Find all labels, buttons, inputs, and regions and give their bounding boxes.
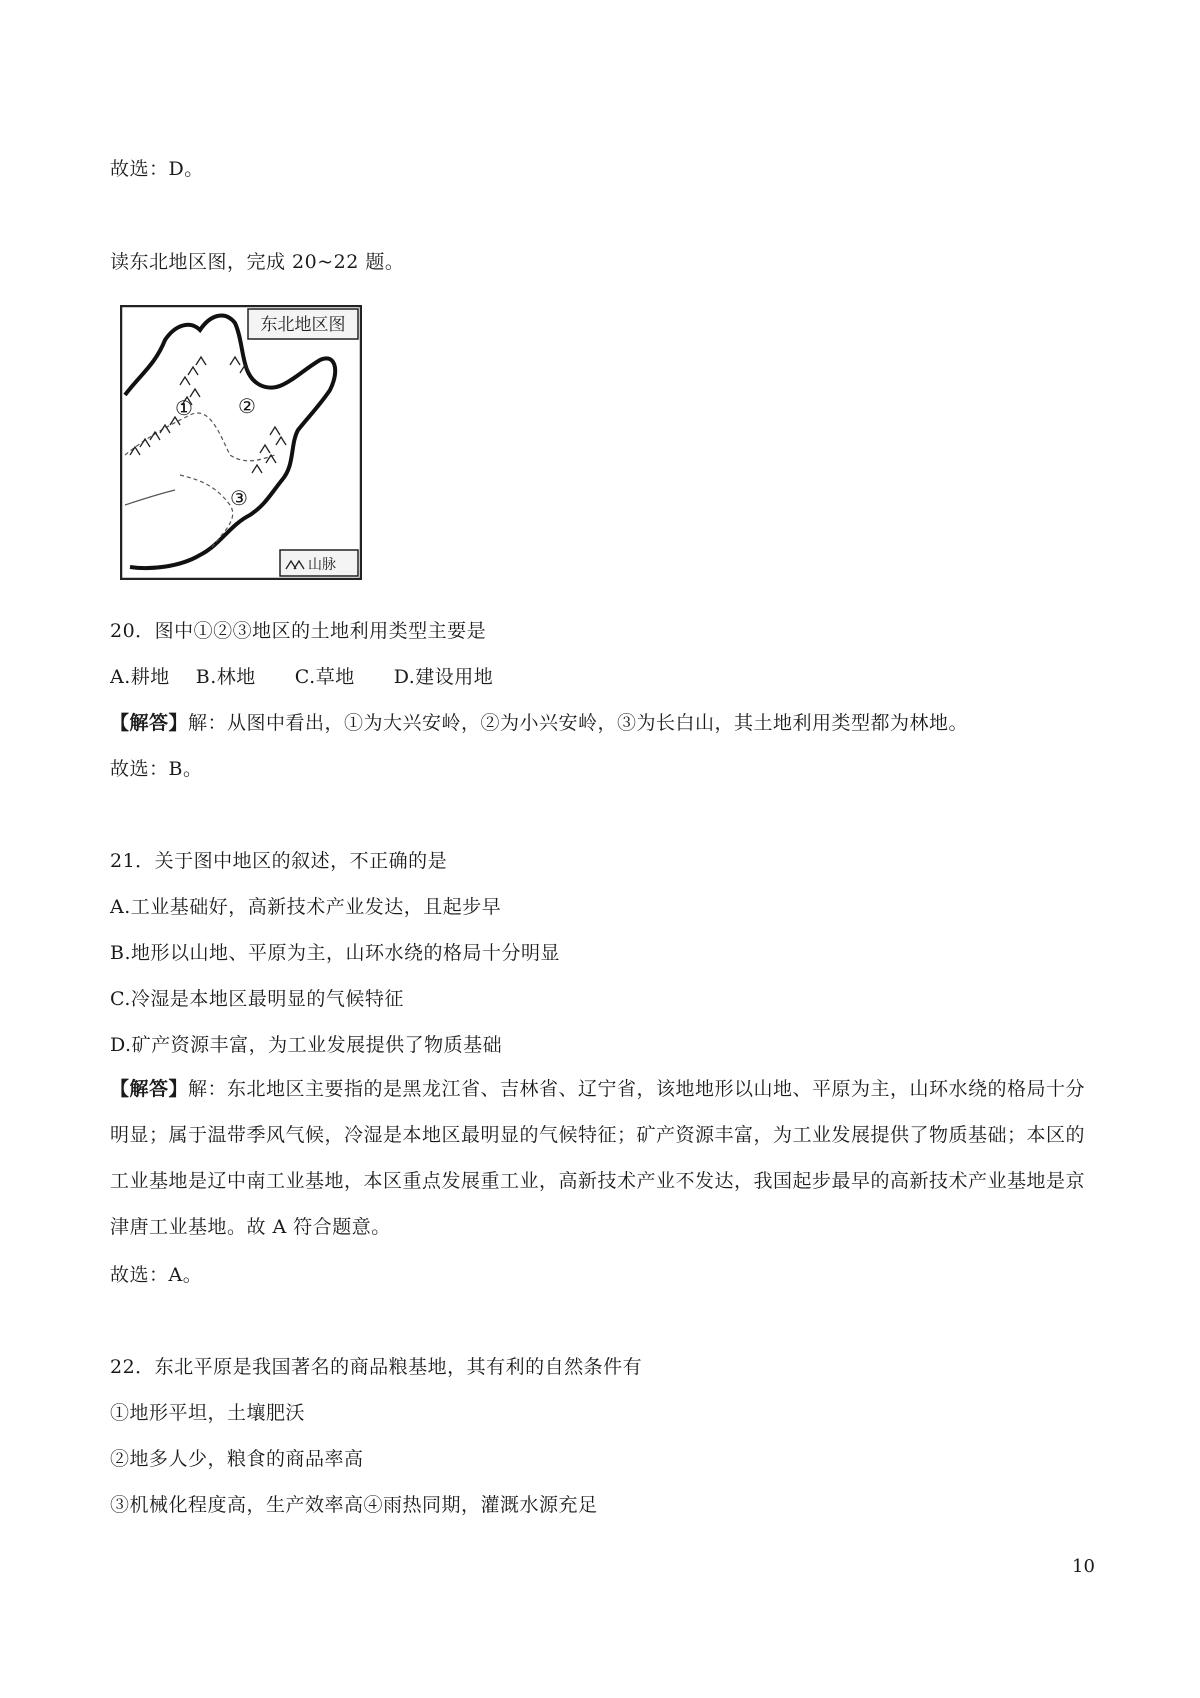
question-20-options: A.耕地 B.林地 C.草地 D.建设用地 [110,666,494,688]
statement-2: ②地多人少，粮食的商品率高 [110,1448,364,1470]
northeast-map [120,305,362,580]
marker-3: ③ [230,486,248,510]
marker-2: ② [238,394,256,418]
answer-text: 解：从图中看出，①为大兴安岭，②为小兴安岭，③为长白山，其土地利用类型都为林地。 [188,712,969,734]
map-legend: 山脉 [308,557,336,573]
answer-tag: 【解答】 [110,712,189,734]
page-number: 10 [1072,1556,1095,1577]
selection-21: 故选：A。 [110,1264,203,1286]
question-22: 22．东北平原是我国著名的商品粮基地，其有利的自然条件有 [110,1356,643,1378]
answer-line: 故选：D。 [110,158,204,180]
answer-20 [110,710,968,736]
answer-text: 解：东北地区主要指的是黑龙江省、吉林省、辽宁省，该地地形以山地、平原为主，山环水绕的格局十分明显；属于温带季风气候，冷湿是本地区最明显的气候特征；矿产资源丰富，为工业发展提供了物质基础；本区的工业基地是辽中南工业基地，本区重点发展重工业，高新技术产业不发达，我国起步最早的高新技术产业基地是京津唐工业基地。故 A 符合题意。 [110,1078,1086,1238]
option-a: A.工业基础好，高新技术产业发达，且起步早 [110,896,502,918]
intro-line: 读东北地区图，完成 20~22 题。 [110,251,405,273]
marker-1: ① [175,396,193,420]
answer-21 [110,1066,1095,1250]
selection-20: 故选：B。 [110,758,203,780]
map-title: 东北地区图 [260,315,346,335]
option-d: D.矿产资源丰富，为工业发展提供了物质基础 [110,1034,503,1056]
statement-1: ①地形平坦，土壤肥沃 [110,1402,306,1424]
option-c: C.冷湿是本地区最明显的气候特征 [110,988,404,1010]
question-20: 20．图中①②③地区的土地利用类型主要是 [110,620,487,642]
question-21: 21．关于图中地区的叙述，不正确的是 [110,850,448,872]
option-b: B.地形以山地、平原为主，山环水绕的格局十分明显 [110,942,561,964]
statement-3-4: ③机械化程度高，生产效率高④雨热同期，灌溉水源充足 [110,1494,598,1516]
answer-tag: 【解答】 [110,1078,189,1100]
